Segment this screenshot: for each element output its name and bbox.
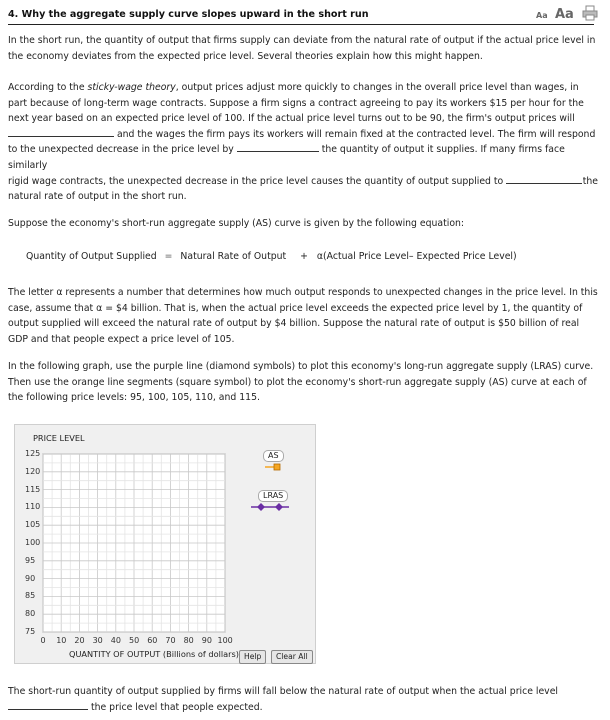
- x-tick-label: 0: [40, 636, 46, 645]
- header-divider: [8, 24, 594, 25]
- legend-lras-label: LRAS: [258, 490, 288, 502]
- x-tick-label: 100: [217, 636, 233, 645]
- sticky-prefix: According to the: [8, 82, 88, 93]
- equation-lhs: Quantity of Output Supplied: [26, 251, 157, 262]
- equation-equals: =: [164, 251, 173, 262]
- sticky-line5-start: rigid wage contracts, the unexpected decrease in the price level causes the quantity of output supplied to: [8, 175, 504, 187]
- firm-response-dropdown[interactable]: [237, 142, 319, 152]
- y-tick-label: 110: [25, 502, 41, 512]
- sticky-line4-end: the quantity of output it supplies. If many firms face similarly: [8, 144, 565, 171]
- output-supplied-dropdown[interactable]: [506, 174, 582, 184]
- question-title: 4. Why the aggregate supply curve slopes upward in the short run: [8, 9, 369, 20]
- x-tick-label: 60: [147, 636, 158, 645]
- sticky-after-blank1: and the wages the firm pays its workers will remain fixed at the contracted level. The firm will respond: [114, 128, 596, 140]
- help-button[interactable]: Help: [239, 650, 266, 664]
- y-tick-label: 125: [25, 449, 41, 458]
- x-tick-label: 10: [56, 636, 67, 645]
- equation-plus: +: [300, 251, 308, 262]
- clear-all-button[interactable]: Clear All: [271, 650, 313, 664]
- intro-paragraph: In the short run, the quantity of output that firms supply can deviate from the natural rate of output if the actual price level in the economy deviates from the expected price level. Several theories explain how this might happen.: [8, 35, 596, 62]
- sticky-wage-paragraph: [8, 80, 598, 205]
- alpha-paragraph: The letter α represents a number that determines how much output responds to unexpected changes in the price level. In this case, assume that α = $4 billion. That is, when the actual price level exceeds the expected price level by 1, the quantity of output supplied will exceed the natural rate of output by $4 billion. Suppose the natural rate of output is $50 billion of real GDP and that people expect a price level of 105.: [8, 287, 598, 345]
- sticky-line1: , output prices adjust more quickly to changes in the overall price level than wages, in part because of long-term wage contracts. Suppose a firm signs a contract agreeing to pay its workers $15 per hour for the next year based on an expected price level of 100. If the actual price level turns out to be 90, the firm's output prices will: [8, 82, 584, 125]
- y-axis-title: PRICE LEVEL: [33, 433, 85, 443]
- final-line1: The short-run quantity of output supplied by firms will fall below the natural rate of output when the actual price level: [8, 686, 558, 697]
- as-intro: Suppose the economy's short-run aggregate supply (AS) curve is given by the following equation:: [8, 218, 465, 229]
- x-tick-label: 80: [183, 636, 194, 645]
- y-tick-label: 95: [25, 555, 36, 565]
- font-size-large-button[interactable]: Aa: [555, 7, 574, 22]
- x-axis-title: QUANTITY OF OUTPUT (Billions of dollars): [69, 649, 239, 659]
- legend-as-label: AS: [263, 450, 284, 462]
- y-tick-label: 115: [25, 484, 41, 494]
- print-icon[interactable]: [582, 5, 598, 24]
- graph-instructions: In the following graph, use the purple line (diamond symbols) to plot this economy's long-run aggregate supply (LRAS) curve. Then use the orange line segments (square symbol) to plot the economy's short-run aggregate supply (AS) curve at each of the following price levels: 95, 100, 105, 110, and 115.: [8, 361, 594, 404]
- y-tick-label: 75: [25, 627, 36, 636]
- x-tick-label: 20: [74, 636, 85, 645]
- sticky-theory-term: sticky-wage theory: [87, 82, 176, 93]
- as-equation: [26, 251, 522, 262]
- x-tick-label: 50: [129, 636, 140, 645]
- equation-term2: α(Actual Price Level– Expected Price Level): [316, 251, 517, 262]
- legend-as-tool[interactable]: [263, 461, 283, 473]
- question-header: [0, 0, 610, 26]
- x-tick-label: 40: [110, 636, 121, 645]
- y-tick-label: 80: [25, 609, 36, 619]
- legend-lras-tool[interactable]: [249, 500, 291, 514]
- graph-panel[interactable]: [14, 424, 316, 664]
- sticky-line6: natural rate of output in the short run.: [8, 191, 187, 203]
- y-tick-label: 105: [25, 520, 41, 530]
- final-line2: the price level that people expected.: [88, 701, 263, 713]
- x-tick-label: 90: [201, 636, 212, 645]
- final-question: [8, 684, 598, 715]
- x-tick-label: 70: [165, 636, 176, 645]
- output-price-dropdown[interactable]: [8, 127, 114, 137]
- y-tick-label: 85: [25, 591, 36, 601]
- y-tick-label: 100: [25, 538, 41, 547]
- sticky-line5-end: the: [582, 175, 598, 187]
- price-level-comparison-dropdown[interactable]: [8, 700, 88, 710]
- y-tick-label: 120: [25, 466, 41, 476]
- x-tick-label: 30: [92, 636, 103, 645]
- y-tick-label: 90: [25, 573, 36, 583]
- sticky-line4-start: to the unexpected decrease in the price level by: [8, 144, 234, 156]
- equation-term1: Natural Rate of Output: [180, 251, 287, 262]
- font-size-small-button[interactable]: Aa: [536, 11, 548, 20]
